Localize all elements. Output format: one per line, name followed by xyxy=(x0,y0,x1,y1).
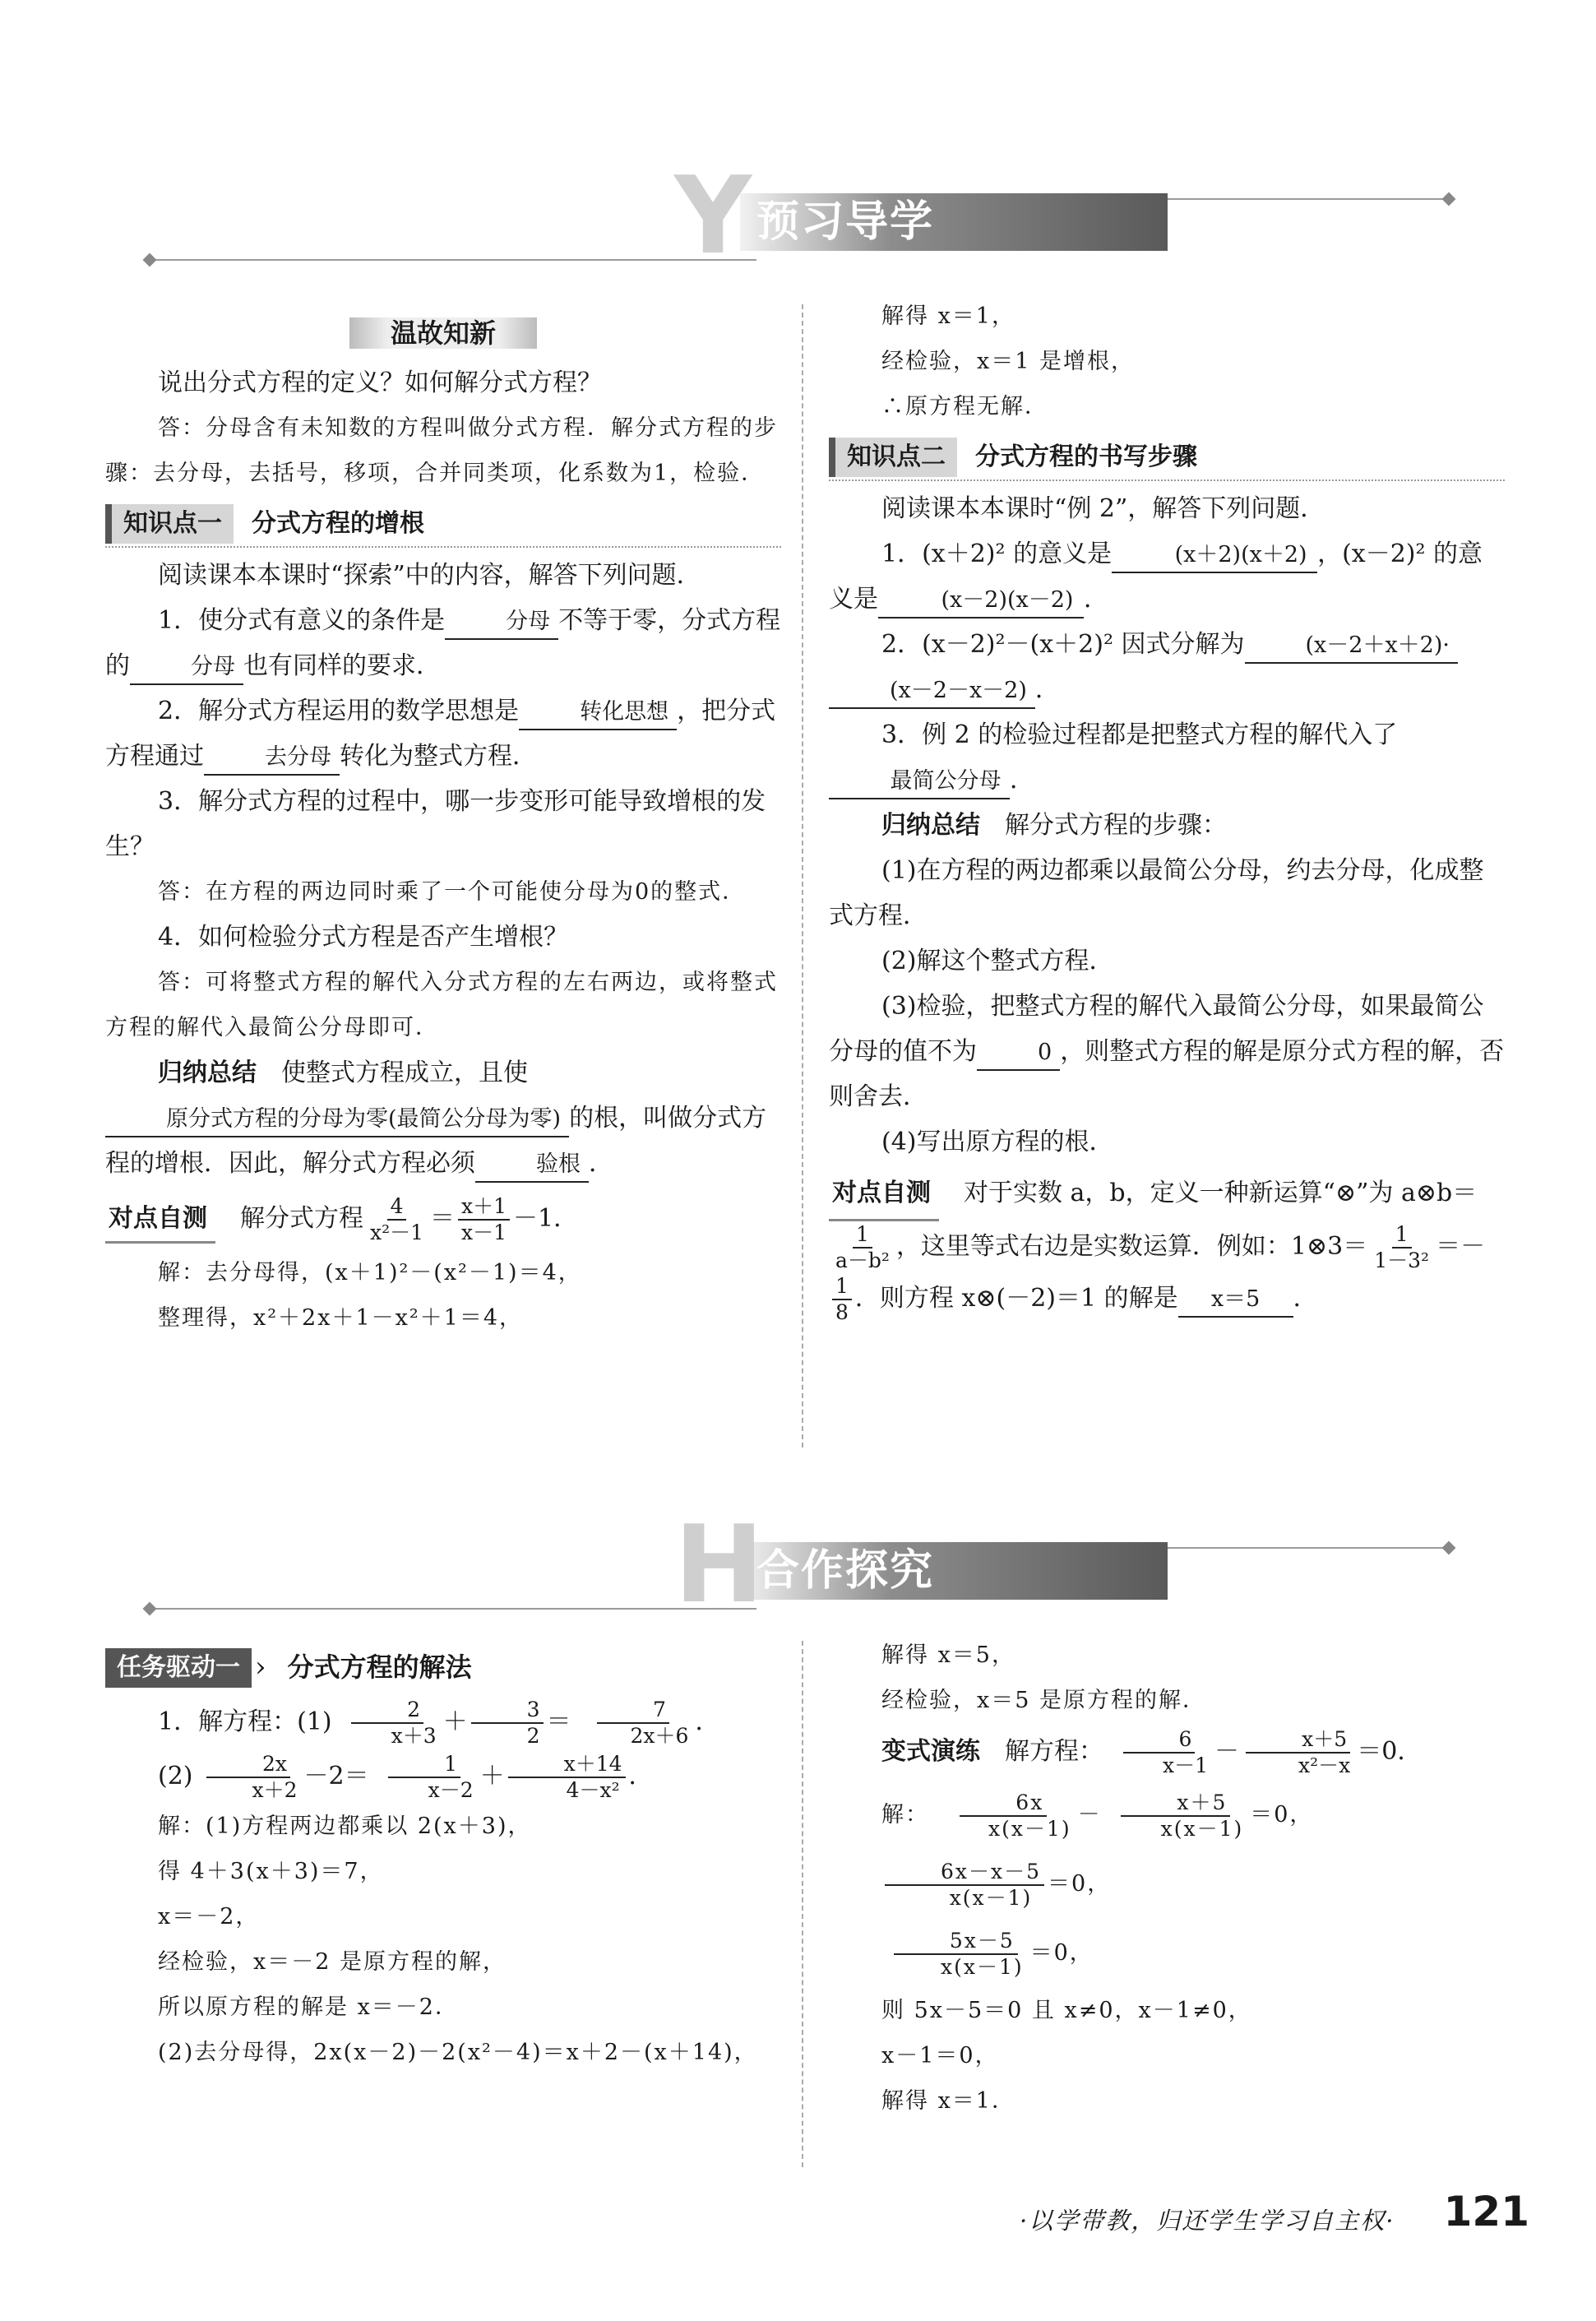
banner2-dot-left xyxy=(143,1602,157,1616)
variant-step-3: $\frac{5x-5}{x(x-1)}$ ＝0， xyxy=(829,1919,1505,1988)
banner-title: 预习导学 xyxy=(756,197,935,247)
read-instruction: 阅读课本本课时“探索”中的内容，解答下列问题． xyxy=(158,561,701,590)
variant-step-1: 解： $\frac{6x}{x(x-1)}$ － $\frac{x+5}{x(x-1)}$ ＝0， xyxy=(881,1790,1314,1841)
item-3-answer: 答：在方程的两边同时乘了一个可能使分母为0的整式． xyxy=(158,879,747,905)
variant-step-5: x－1＝0， xyxy=(881,2043,999,2069)
summary: 归纳总结 使整式方程成立，且使原分式方程的分母为零(最简公分母为零) 的根，叫做分式方程的增根．因此，解分式方程必须 验根 ． xyxy=(105,1050,781,1186)
solve-line-3: x＝－2， xyxy=(158,1904,260,1930)
self-test-1: 对点自测 解分式方程 $\frac{4}{\text{x²－1}}$ ＝ $\frac{x+1}{x-1}$ －1． xyxy=(105,1194,781,1245)
solution-line-1: 解：去分母得，(x＋1)²－(x²－1)＝4， xyxy=(158,1260,582,1286)
equation-2: (2) $\frac{2x}{x+2}$ －2＝ $\frac{1}{x-2}$ ＋ $\frac{x+14}{\text{4－x²}}$ ． xyxy=(158,1752,654,1802)
self-test-2: 对点自测 对于实数 a，b，定义一种新运算“⊗”为 a⊗b＝ $\frac{1}{\text{a－b²}}$ ，这里等式右边是实数运算．例如：1⊗3＝ $\frac{1}{\text{1－3²}}$ ＝－ $\frac{1}{8}$ ．则方程 x⊗(－2)＝1 的解是 x＝5 ． xyxy=(829,1168,1505,1325)
review-answer: 答：分母含有未知数的方程叫做分式方程．解分式方程的步骤：去分母，去括号，移项，合并同类项，化系数为1，检验． xyxy=(105,415,778,486)
banner2-letter: H xyxy=(674,1502,764,1627)
page-footer xyxy=(1020,2188,1529,2245)
right-column-bottom xyxy=(829,1633,1505,2124)
self-test-label: 对点自测 xyxy=(105,1196,215,1244)
read-instruction-2: 阅读课本本课时“例 2”，解答下列问题． xyxy=(881,494,1325,523)
review-title: 温故知新 xyxy=(349,317,537,349)
page-number: 121 xyxy=(1443,2188,1529,2235)
step-2: (2)解这个整式方程． xyxy=(881,947,1114,975)
knowledge-point-1: 知识点一 分式方程的增根 xyxy=(105,501,781,548)
item-4-question: 4．如何检验分式方程是否产生增根？ xyxy=(158,923,569,952)
solution-line-3: 解得 x＝1， xyxy=(881,303,1015,329)
solve-line-2: 得 4＋3(x＋3)＝7， xyxy=(158,1859,384,1884)
solve-line-6: (2)去分母得，2x(x－2)－2(x²－4)＝x＋2－(x＋14)， xyxy=(158,2040,758,2065)
solution-line-5: ∴原方程无解． xyxy=(881,394,1048,419)
item-4-answer: 答：可将整式方程的解代入分式方程的左右两边，或将整式方程的解代入最简公分母即可． xyxy=(105,970,778,1040)
equation-1: 1．解方程：(1) $\frac{2}{x+3}$ ＋ $\frac{3}{2}$ ＝ $\frac{7}{2x+6}$ ． xyxy=(158,1698,720,1748)
footer-slogan: ·以学带教，归还学生学习自主权· xyxy=(1020,2207,1395,2235)
column-separator-bottom xyxy=(802,1641,803,2167)
item-1: 1．使分式有意义的条件是 分母 不等于零，分式方程的 分母 也有同样的要求． xyxy=(105,598,781,688)
solution-line-2: 整理得，x²＋2x＋1－x²＋1＝4， xyxy=(158,1305,524,1331)
column-separator-top xyxy=(802,304,803,1448)
r-item-2: 2．(x－2)²－(x＋2)² 因式分解为 (x－2＋x＋2)· (x－2－x－2) ． xyxy=(829,622,1505,712)
left-column-bottom xyxy=(105,1645,781,2075)
banner-dot-left xyxy=(143,253,157,267)
banner-dot-right xyxy=(1442,192,1456,206)
solution-line-4: 经检验，x＝1 是增根， xyxy=(881,349,1135,374)
banner-rule-left xyxy=(148,259,756,261)
banner2-rule-left xyxy=(148,1608,756,1610)
task-driver-1: 任务驱动一 › 分式方程的解法 xyxy=(105,1645,781,1690)
review-question: 说出分式方程的定义？如何解分式方程？ xyxy=(158,368,602,397)
solve-line-7: 解得 x＝5， xyxy=(881,1642,1015,1668)
summary-2: 归纳总结 解分式方程的步骤： xyxy=(881,811,1227,840)
right-column-top xyxy=(829,294,1505,1325)
knowledge-point-2: 知识点二 分式方程的书写步骤 xyxy=(829,434,1505,481)
solve-line-5: 所以原方程的解是 x＝－2． xyxy=(158,1994,459,2020)
step-3: (3)检验，把整式方程的解代入最简公分母，如果最简公分母的值不为 0 ，则整式方程的解是原分式方程的解，否则舍去． xyxy=(829,992,1505,1111)
item-2: 2．解分式方程运用的数学思想是 转化思想 ，把分式方程通过 去分母 转化为整式方程． xyxy=(105,688,781,779)
banner2-dot-right xyxy=(1442,1541,1456,1555)
variant-step-2: $\frac{6x-x-5}{x(x-1)}$ ＝0， xyxy=(829,1850,1505,1919)
banner-cooperate xyxy=(148,1502,1464,1627)
banner2-title: 合作探究 xyxy=(756,1546,935,1596)
variant-step-4: 则 5x－5＝0 且 x≠0，x－1≠0， xyxy=(881,1998,1252,2023)
left-column-top xyxy=(105,311,781,1341)
step-1: (1)在方程的两边都乘以最简公分母，约去分母，化成整式方程． xyxy=(829,856,1484,930)
solve-line-4: 经检验，x＝－2 是原方程的解， xyxy=(158,1949,507,1975)
step-4: (4)写出原方程的根． xyxy=(881,1128,1114,1156)
variant-step-6: 解得 x＝1． xyxy=(881,2088,1015,2114)
item-3-question: 3．解分式方程的过程中，哪一步变形可能导致增根的发生？ xyxy=(105,787,766,861)
banner-preview xyxy=(148,153,1464,278)
r-item-3: 3．例 2 的检验过程都是把整式方程的解代入了最简公分母 ． xyxy=(829,712,1505,803)
solve-line-8: 经检验，x＝5 是原方程的解． xyxy=(881,1688,1206,1713)
banner2-rule-right xyxy=(1168,1547,1447,1549)
solve-line-1: 解：(1)方程两边都乘以 2(x＋3)， xyxy=(158,1814,532,1839)
banner-letter: Y xyxy=(674,153,752,278)
variant-exercise: 变式演练 解方程： $\frac{6}{x-1}$ － $\frac{x+5}{\text{x²－x}}$ ＝0． xyxy=(881,1727,1423,1777)
self-test-label-2: 对点自测 xyxy=(829,1168,939,1221)
r-item-1: 1．(x＋2)² 的意义是 (x＋2)(x＋2) ，(x－2)² 的意义是 (x－2)(x－2) ． xyxy=(829,531,1505,622)
banner-rule-right xyxy=(1168,198,1447,200)
